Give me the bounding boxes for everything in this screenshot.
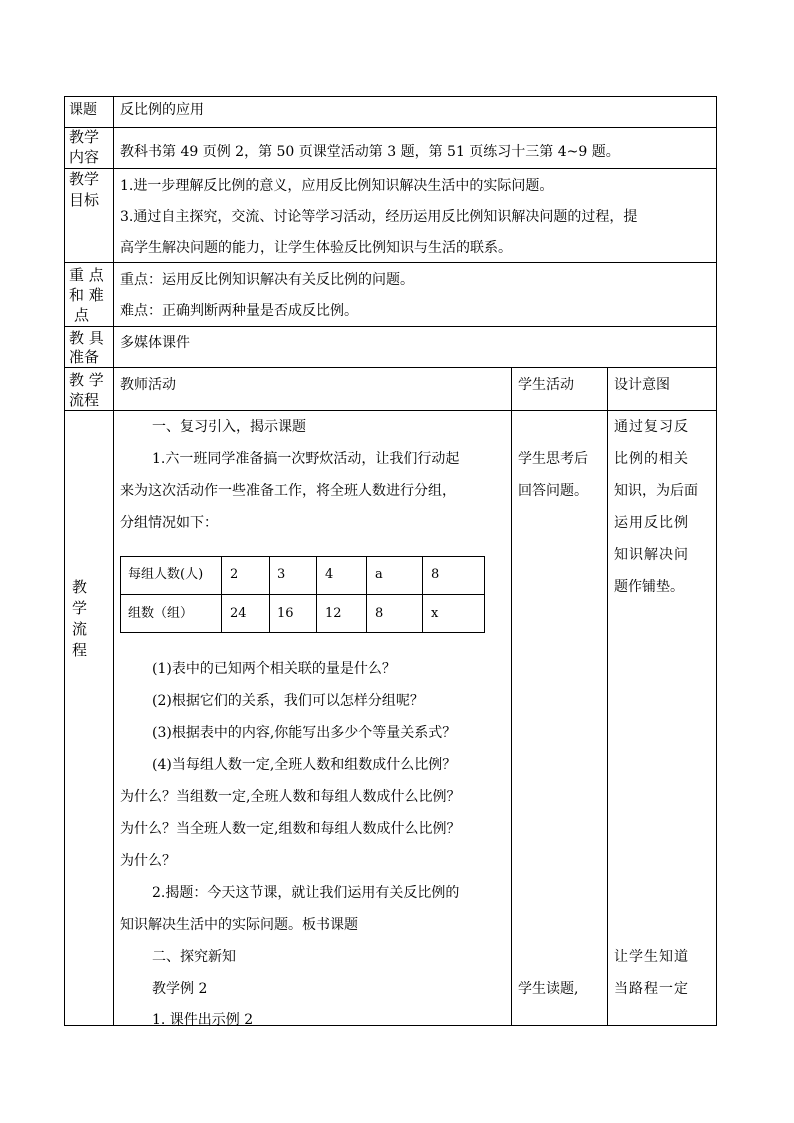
design-line: 知识，为后面 [614,483,698,499]
table-cell: 4 [325,567,334,582]
question-line: (2)根据它们的关系，我们可以怎样分组呢？ [152,693,424,709]
question-line: (1)表中的已知两个相关联的量是什么？ [152,661,396,677]
rule [120,632,485,633]
design-line: 通过复习反 [614,419,689,435]
process-side-label: 学 [72,599,88,617]
teacher-line: 一、复习引入，揭示课题 [152,419,306,435]
teacher-line: 教学例 2 [152,981,208,997]
content-label: 内容 [69,148,100,166]
key-label: 点 [74,306,90,324]
rule [316,556,317,633]
content-value: 教科书第 49 页例 2，第 50 页课堂活动第 3 题，第 51 页练习十三第 4~9 题。 [120,144,620,160]
rule [366,556,367,633]
goal-label: 教学 [69,170,100,188]
topic-label: 课题 [69,102,97,118]
process-side-label: 流 [72,620,88,638]
section-heading: 二、探究新知 [152,949,236,965]
key-label: 重 点 [69,266,104,284]
teacher-line: 来为这次活动作一些准备工作，将全班人数进行分组， [120,483,456,499]
group-table [120,556,485,633]
design-line: 比例的相关 [614,451,689,467]
rule [221,556,222,633]
design-line: 当路程一定 [614,981,689,997]
tools-label: 准备 [69,348,100,366]
table-cell: 24 [230,606,247,621]
table-cell: x [431,606,439,621]
table-cell: 3 [277,567,286,582]
table-cell: 8 [431,567,440,582]
rule [64,96,65,1026]
teacher-line: 知识解决生活中的实际问题。板书课题 [120,917,358,933]
goal-label: 目标 [69,191,100,209]
rule [716,96,717,1026]
topic-value: 反比例的应用 [120,102,204,118]
content-label: 教学 [69,128,100,146]
design-line: 让学生知道 [614,949,689,965]
teacher-activity-header: 教师活动 [120,377,176,393]
question-line: 为什么？ [120,853,176,869]
question-line: 为什么？当组数一定,全班人数和每组人数成什么比例？ [120,789,461,805]
rule [484,556,485,633]
rule [64,262,717,263]
table-cell: 8 [375,606,384,621]
question-line: (4)当每组人数一定,全班人数和组数成什么比例？ [152,757,457,773]
rule [120,556,121,633]
table-cell: 16 [277,606,294,621]
key-point: 重点：运用反比例知识解决有关反比例的问题。 [120,272,414,288]
process-side-label: 教 [72,578,88,596]
table-row-label: 组数（组） [128,606,194,621]
design-intent-header: 设计意图 [614,377,670,393]
table-cell: a [375,567,383,582]
rule [511,367,512,1026]
rule [269,556,270,633]
teacher-line: 分组情况如下： [120,515,218,531]
student-line: 学生读题, [518,981,579,997]
goal-line: 1.进一步理解反比例的意义，应用反比例知识解决生活中的实际问题。 [120,178,554,194]
teacher-line: 2.揭题：今天这节课，就让我们运用有关反比例的 [152,885,460,901]
rule [113,96,114,1026]
question-line: 为什么？当全班人数一定,组数和每组人数成什么比例？ [120,821,461,837]
student-activity-header: 学生活动 [518,377,574,393]
design-line: 知识解决问 [614,547,689,563]
process-side-label: 程 [72,641,88,659]
goal-line: 高学生解决问题的能力，让学生体验反比例知识与生活的联系。 [120,240,512,256]
rule [64,168,717,169]
key-label: 和 难 [69,286,104,304]
difficult-point: 难点：正确判断两种量是否成反比例。 [120,303,358,319]
student-line: 学生思考后 [518,451,588,467]
process-label: 教 学 [69,371,104,389]
design-line: 题作铺垫。 [614,579,684,595]
design-line: 运用反比例 [614,515,689,531]
table-cell: 12 [325,606,342,621]
rule [64,127,717,128]
process-label: 流程 [69,391,100,409]
rule [64,410,717,411]
tools-label: 教 具 [69,329,104,347]
question-line: (3)根据表中的内容,你能写出多少个等量关系式？ [152,725,457,741]
goal-line: 3.通过自主探究，交流、讨论等学习活动，经历运用反比例知识解决问题的过程，提 [120,209,638,225]
rule [422,556,423,633]
student-line: 回答问题。 [518,483,588,499]
table-row-label: 每组人数(人) [128,567,204,582]
teacher-line: 1. 课件出示例 2 [152,1012,254,1028]
table-cell: 2 [230,567,239,582]
teacher-line: 1.六一班同学准备搞一次野炊活动，让我们行动起 [152,451,460,467]
rule [64,326,717,327]
rule [607,367,608,1026]
rule [120,594,485,595]
rule [64,367,717,368]
rule [120,556,485,557]
tools-value: 多媒体课件 [120,335,190,351]
rule [64,96,717,97]
